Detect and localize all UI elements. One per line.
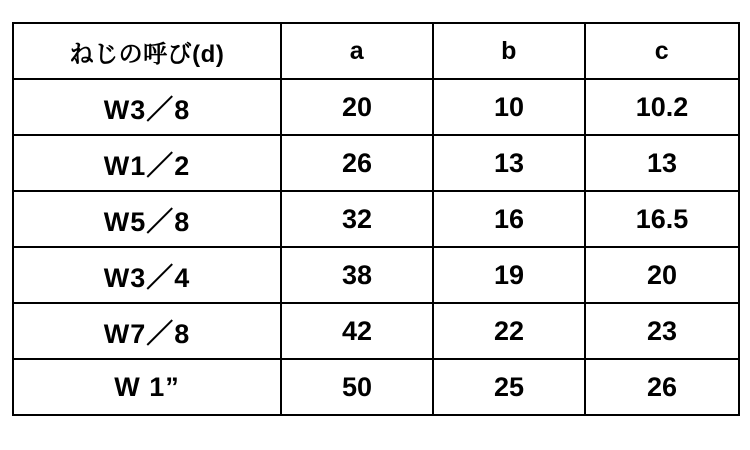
cell-b: 22 <box>433 303 585 359</box>
cell-c: 20 <box>585 247 739 303</box>
table-body <box>13 79 739 415</box>
cell-b: 16 <box>433 191 585 247</box>
column-header-b: b <box>433 23 585 79</box>
cell-b: 19 <box>433 247 585 303</box>
table-row <box>13 359 739 415</box>
cell-a: 50 <box>281 359 433 415</box>
table-header-row <box>13 23 739 79</box>
screw-size-table <box>12 22 740 416</box>
table-row <box>13 191 739 247</box>
table-header <box>13 23 739 79</box>
table-row <box>13 79 739 135</box>
column-header-a: a <box>281 23 433 79</box>
cell-a: 20 <box>281 79 433 135</box>
cell-c: 23 <box>585 303 739 359</box>
cell-b: 13 <box>433 135 585 191</box>
cell-thread-designation: W3／8 <box>13 79 281 135</box>
column-header-thread-designation: ねじの呼び(d) <box>13 23 281 79</box>
cell-thread-designation: W5／8 <box>13 191 281 247</box>
cell-a: 42 <box>281 303 433 359</box>
cell-c: 13 <box>585 135 739 191</box>
cell-b: 10 <box>433 79 585 135</box>
cell-b: 25 <box>433 359 585 415</box>
cell-a: 26 <box>281 135 433 191</box>
cell-c: 26 <box>585 359 739 415</box>
cell-a: 38 <box>281 247 433 303</box>
cell-c: 10.2 <box>585 79 739 135</box>
table-row <box>13 135 739 191</box>
column-header-c: c <box>585 23 739 79</box>
cell-thread-designation: W 1” <box>13 359 281 415</box>
cell-thread-designation: W7／8 <box>13 303 281 359</box>
cell-thread-designation: W1／2 <box>13 135 281 191</box>
cell-c: 16.5 <box>585 191 739 247</box>
cell-a: 32 <box>281 191 433 247</box>
cell-thread-designation: W3／4 <box>13 247 281 303</box>
table-row <box>13 303 739 359</box>
table-row <box>13 247 739 303</box>
